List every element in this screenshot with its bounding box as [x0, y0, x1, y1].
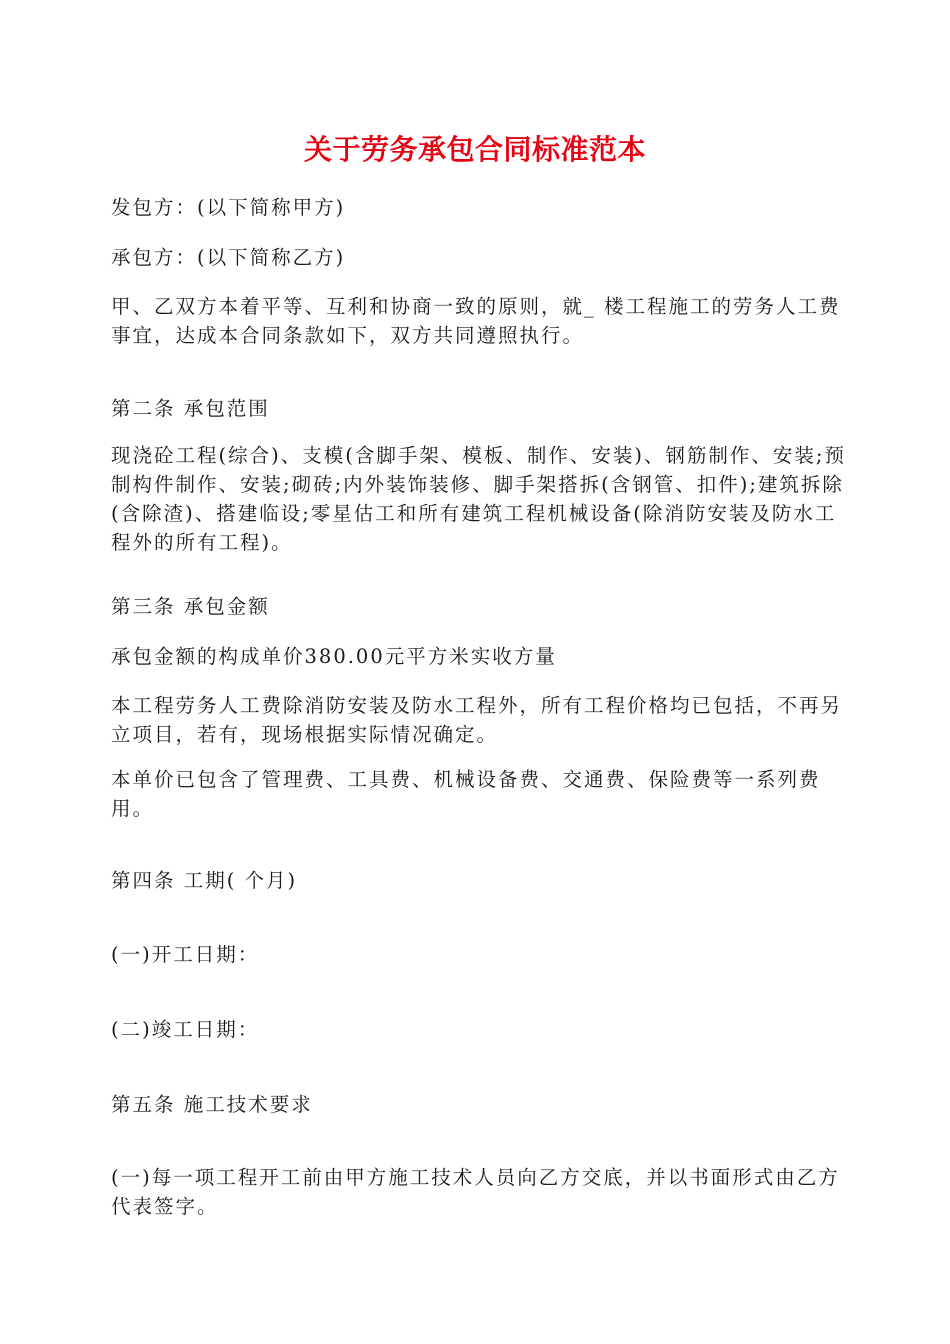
paragraph-preamble: 甲、乙双方本着平等、互利和协商一致的原则，就_ 楼工程施工的劳务人工费事宜，达成本合同条款如下，双方共同遵照执行。: [111, 295, 841, 347]
heading-article-4: 第四条 工期( 个月): [111, 869, 298, 892]
paragraph-price-includes: 本单价已包含了管理费、工具费、机械设备费、交通费、保险费等一系列费用。: [111, 768, 821, 820]
paragraph-completion-date: (二)竣工日期：: [111, 1018, 260, 1041]
paragraph-contractor: 承包方：(以下简称乙方): [111, 246, 346, 269]
paragraph-unit-price: 承包金额的构成单价380.00元平方米实收方量: [111, 645, 557, 668]
paragraph-price-coverage: 本工程劳务人工费除消防安装及防水工程外，所有工程价格均已包括，不再另立项目，若有，现场根据实际情况确定。: [111, 694, 843, 746]
paragraph-employer: 发包方：(以下简称甲方): [111, 196, 346, 219]
heading-article-5: 第五条 施工技术要求: [111, 1093, 313, 1116]
paragraph-technical-briefing: (一)每一项工程开工前由甲方施工技术人员向乙方交底，并以书面形式由乙方代表签字。: [111, 1166, 840, 1218]
heading-article-2: 第二条 承包范围: [111, 397, 270, 420]
paragraph-scope: 现浇砼工程(综合)、支模(含脚手架、模板、制作、安装)、钢筋制作、安装;预制构件制作、安装;砌砖;内外装饰装修、脚手架搭拆(含钢管、扣件);建筑拆除(含除渣)、搭建临设;零星估工和所有建筑工程机械设备(除消防安装及防水工程外的所有工程)。: [111, 444, 847, 554]
paragraph-start-date: (一)开工日期：: [111, 943, 260, 966]
document-title: 关于劳务承包合同标准范本: [303, 133, 646, 166]
heading-article-3: 第三条 承包金额: [111, 595, 270, 618]
